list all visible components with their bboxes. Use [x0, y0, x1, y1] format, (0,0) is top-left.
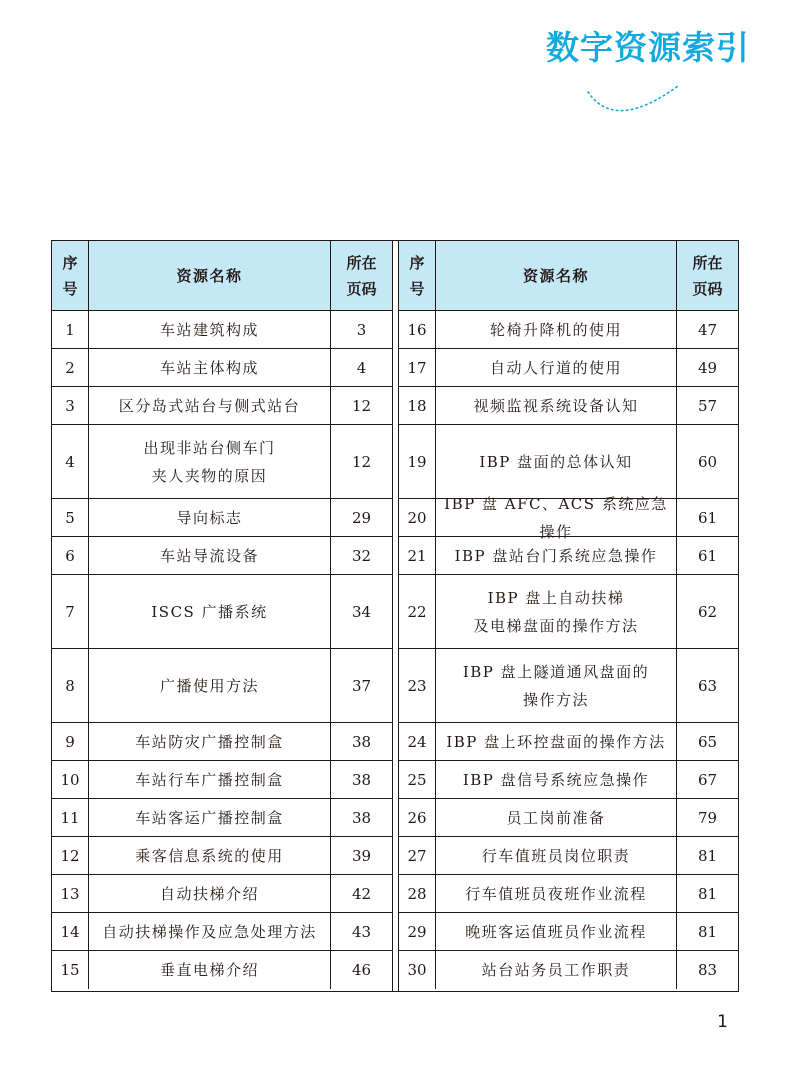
resource-name-line: 及电梯盘面的操作方法: [473, 616, 639, 635]
resource-name: [88, 799, 330, 836]
resource-name-line: 广播使用方法: [159, 676, 259, 695]
row-number: 2: [65, 358, 75, 377]
page-ref: 37: [330, 649, 392, 722]
resource-name: [88, 499, 330, 536]
resource-name: [435, 387, 676, 424]
table-row: [52, 761, 392, 799]
row-number: 9: [65, 732, 75, 751]
table-row: [399, 761, 738, 799]
header-name: 资源名称: [88, 241, 330, 310]
resource-name: [435, 837, 676, 874]
resource-name: [435, 761, 676, 798]
page-ref: 46: [330, 951, 392, 989]
page-ref: 63: [676, 649, 738, 722]
table-row: [399, 387, 738, 425]
table-row: [52, 349, 392, 387]
table-row: [52, 649, 392, 723]
resource-name-line: ISCS 广播系统: [151, 602, 268, 621]
row-number: 30: [407, 961, 427, 979]
row-number: 20: [407, 508, 427, 527]
table-row: [52, 837, 392, 875]
table-row: [399, 723, 738, 761]
resource-name: [435, 951, 676, 989]
row-number: 13: [60, 884, 80, 903]
resource-name: [435, 575, 676, 648]
resource-name-line: IBP 盘 AFC、ACS 系统应急操作: [444, 494, 668, 541]
resource-name: [88, 761, 330, 798]
resource-index-table: [51, 240, 739, 992]
page-ref: 81: [676, 875, 738, 912]
page-number: 1: [717, 1012, 728, 1032]
header-page: 所在 页码: [330, 241, 392, 310]
table-row: [52, 913, 392, 951]
table-row: [52, 575, 392, 649]
page-ref: 29: [330, 499, 392, 536]
resource-name: [88, 837, 330, 874]
resource-name-line: 自动扶梯操作及应急处理方法: [102, 922, 317, 941]
resource-name: [435, 649, 676, 722]
page-ref: 4: [330, 349, 392, 386]
table-row: [52, 537, 392, 575]
page-ref: 60: [676, 425, 738, 498]
page-ref: 61: [676, 537, 738, 574]
resource-name-line: IBP 盘站台门系统应急操作: [454, 546, 658, 565]
row-number: 4: [65, 452, 75, 471]
table-row: [52, 425, 392, 499]
resource-name-line: 行车值班员岗位职责: [481, 846, 631, 865]
resource-name: [435, 349, 676, 386]
table-row: [52, 951, 392, 989]
resource-name-line: 区分岛式站台与侧式站台: [118, 396, 301, 415]
table-row: [52, 723, 392, 761]
row-number: 15: [60, 961, 80, 979]
row-number: 8: [65, 676, 75, 695]
row-number: 19: [407, 452, 427, 471]
row-number: 22: [407, 602, 427, 621]
table-left-body: [52, 311, 392, 989]
resource-name: [88, 387, 330, 424]
resource-name: [435, 311, 676, 348]
header-no: 序 号: [62, 253, 78, 298]
resource-name: [88, 649, 330, 722]
resource-name-line: 车站客运广播控制盒: [135, 808, 284, 827]
resource-name: [435, 913, 676, 950]
row-number: 27: [407, 846, 427, 865]
table-header-row: [399, 241, 738, 311]
resource-name-line: 行车值班员夜班作业流程: [465, 884, 647, 903]
resource-name-line: IBP 盘面的总体认知: [479, 452, 633, 471]
table-row: [52, 799, 392, 837]
resource-name-line: IBP 盘信号系统应急操作: [462, 770, 650, 789]
page-ref: 47: [676, 311, 738, 348]
resource-name-line: 员工岗前准备: [506, 808, 606, 827]
table-row: [52, 499, 392, 537]
table-row: [399, 913, 738, 951]
row-number: 10: [60, 770, 80, 789]
row-number: 16: [407, 320, 427, 339]
page-ref: 42: [330, 875, 392, 912]
page-ref: 32: [330, 537, 392, 574]
page-ref: 12: [330, 387, 392, 424]
resource-name-line: 操作方法: [522, 690, 589, 709]
row-number: 12: [60, 846, 80, 865]
row-number: 18: [407, 396, 427, 415]
table-row: [399, 837, 738, 875]
row-number: 29: [407, 922, 427, 941]
table-right-half: [399, 241, 738, 991]
row-number: 3: [65, 396, 75, 415]
page-ref: 38: [330, 761, 392, 798]
page-ref: 49: [676, 349, 738, 386]
resource-name-line: 站台站务员工作职责: [481, 961, 631, 979]
resource-name: [88, 575, 330, 648]
table-row: [399, 575, 738, 649]
page-ref: 67: [676, 761, 738, 798]
resource-name-line: 出现非站台侧车门: [143, 438, 276, 457]
page-ref: 62: [676, 575, 738, 648]
page-ref: 12: [330, 425, 392, 498]
row-number: 14: [60, 922, 80, 941]
row-number: 23: [407, 676, 427, 695]
table-row: [52, 311, 392, 349]
resource-name-line: 车站导流设备: [159, 546, 259, 565]
resource-name-line: 车站防灾广播控制盒: [135, 732, 284, 751]
table-row: [399, 649, 738, 723]
page-ref: 38: [330, 799, 392, 836]
resource-name-line: IBP 盘上隧道通风盘面的: [462, 662, 650, 681]
resource-name-line: 车站行车广播控制盒: [135, 770, 284, 789]
table-row: [52, 387, 392, 425]
page-title: 数字资源索引: [546, 28, 750, 67]
table-right-body: [399, 311, 738, 989]
table-row: [399, 425, 738, 499]
resource-name-line: 轮椅升降机的使用: [489, 320, 622, 339]
resource-name: [435, 875, 676, 912]
table-row: [399, 799, 738, 837]
resource-name: [435, 537, 676, 574]
page-ref: 83: [676, 951, 738, 989]
resource-name: [435, 494, 676, 541]
resource-name: [435, 799, 676, 836]
resource-name: [435, 723, 676, 760]
row-number: 11: [60, 808, 80, 827]
table-row: [399, 349, 738, 387]
page-ref: 57: [676, 387, 738, 424]
row-number: 28: [407, 884, 427, 903]
table-header-row: [52, 241, 392, 311]
page-ref: 39: [330, 837, 392, 874]
resource-name-line: 夹人夹物的原因: [151, 466, 268, 485]
page-ref: 38: [330, 723, 392, 760]
resource-name: [88, 537, 330, 574]
page-ref: 81: [676, 837, 738, 874]
table-row: [399, 494, 738, 541]
resource-name: [88, 425, 330, 498]
page-ref: 3: [330, 311, 392, 348]
row-number: 5: [65, 508, 75, 527]
resource-name-line: 导向标志: [176, 508, 243, 527]
resource-name: [435, 425, 676, 498]
row-number: 7: [65, 602, 75, 621]
table-row: [399, 311, 738, 349]
row-number: 17: [407, 358, 427, 377]
page-ref: 79: [676, 799, 738, 836]
resource-name-line: IBP 盘上自动扶梯: [487, 588, 625, 607]
resource-name: [88, 951, 330, 989]
resource-name: [88, 875, 330, 912]
page-ref: 43: [330, 913, 392, 950]
resource-name-line: 自动扶梯介绍: [159, 884, 259, 903]
page-ref: 34: [330, 575, 392, 648]
row-number: 21: [407, 546, 427, 565]
page-ref: 61: [676, 499, 738, 536]
resource-name: [88, 311, 330, 348]
row-number: 1: [65, 320, 75, 339]
resource-name: [88, 723, 330, 760]
resource-name-line: 自动人行道的使用: [489, 358, 622, 377]
header-page: 所在 页码: [676, 241, 738, 310]
dotted-arc-decoration: [560, 70, 710, 140]
resource-name-line: 垂直电梯介绍: [159, 961, 259, 979]
row-number: 26: [407, 808, 427, 827]
header-name: 资源名称: [435, 241, 676, 310]
page-ref: 81: [676, 913, 738, 950]
resource-name-line: 视频监视系统设备认知: [473, 396, 639, 415]
resource-name-line: 晚班客运值班员作业流程: [465, 922, 647, 941]
resource-name-line: IBP 盘上环控盘面的操作方法: [446, 732, 666, 751]
table-left-half: [52, 241, 393, 991]
table-row: [399, 537, 738, 575]
row-number: 24: [407, 732, 427, 751]
header-no: 序 号: [409, 253, 425, 298]
row-number: 25: [407, 770, 427, 789]
resource-name-line: 车站建筑构成: [159, 320, 259, 339]
page-ref: 65: [676, 723, 738, 760]
table-row: [399, 951, 738, 989]
table-row: [52, 875, 392, 913]
table-row: [399, 875, 738, 913]
resource-name-line: 车站主体构成: [159, 358, 259, 377]
resource-name: [88, 913, 330, 950]
resource-name: [88, 349, 330, 386]
row-number: 6: [65, 546, 75, 565]
resource-name-line: 乘客信息系统的使用: [135, 846, 284, 865]
